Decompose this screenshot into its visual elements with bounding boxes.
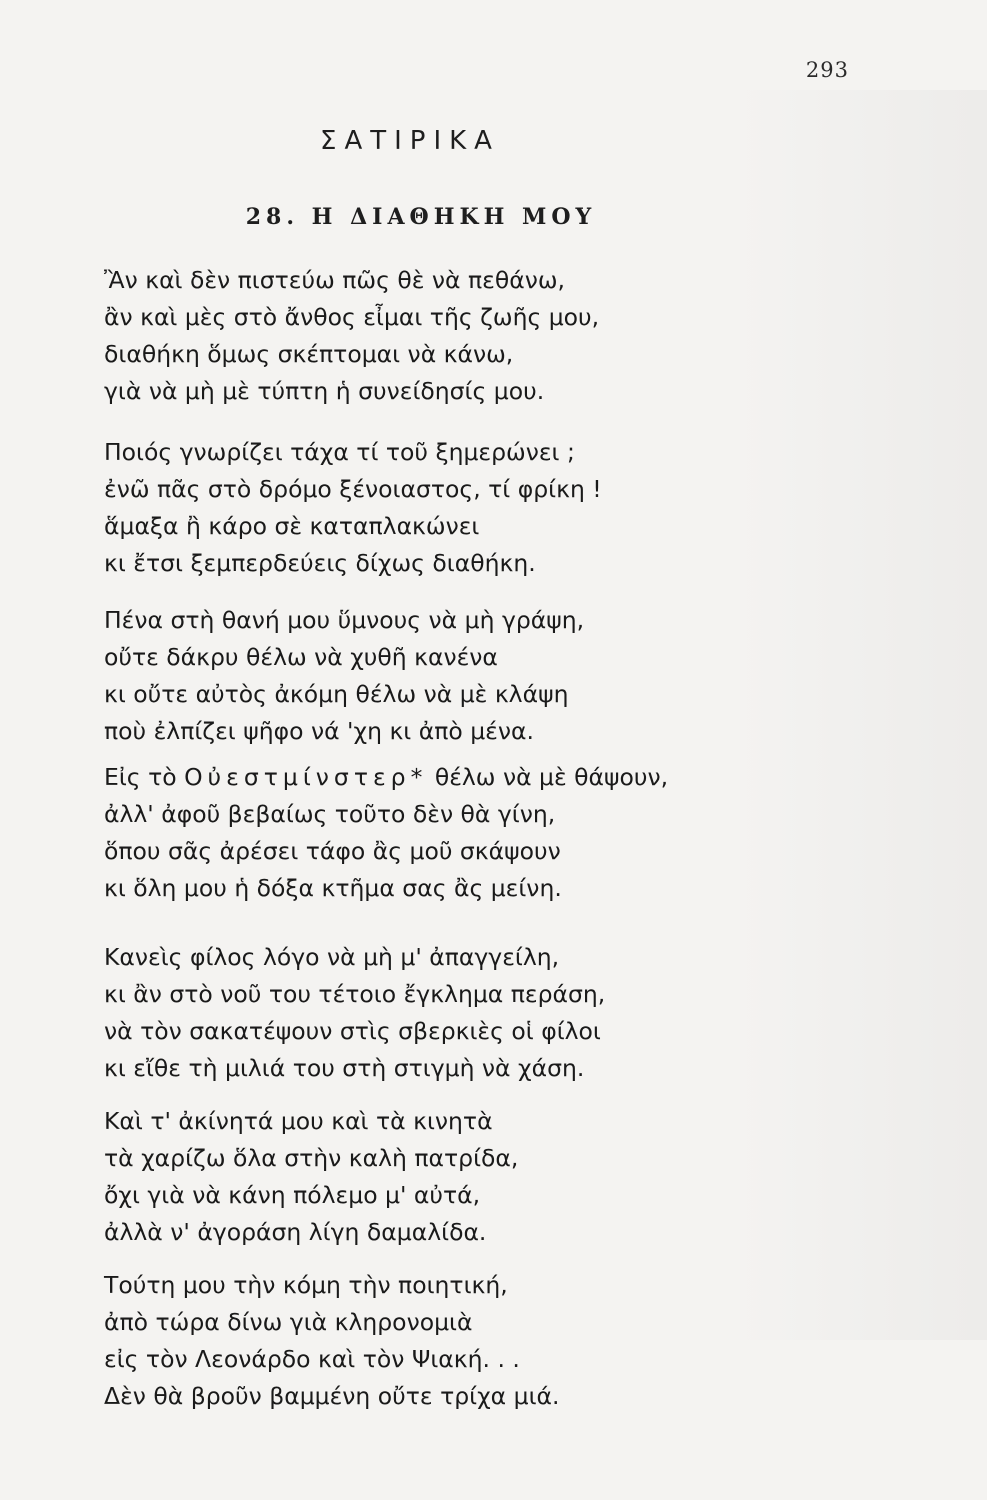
poem-line: Κανεὶς φίλος λόγο νὰ μὴ μ' ἀπαγγείλη, [104,943,560,971]
section-title: ΣΑΤΙΡΙΚΑ [320,126,500,156]
poem-line: οὔτε δάκρυ θέλω νὰ χυθῆ κανένα [104,643,498,671]
stanza-6 [104,1103,864,1267]
poem-line: ὅπου σᾶς ἀρέσει τάφο ἂς μοῦ σκάψουν [104,837,561,865]
stanza-5 [104,939,864,1103]
westminster-spaced: Οὐεστμίνστερ* [184,763,428,791]
poem-line: ποὺ ἐλπίζει ψῆφο νά 'χη κι ἀπὸ μένα. [104,717,534,745]
poem-line: ὄχι γιὰ νὰ κάνη πόλεμο μ' αὐτά, [104,1181,481,1209]
stanza-7 [104,1267,864,1443]
poem-line: γιὰ νὰ μὴ μὲ τύπτη ἡ συνείδησίς μου. [104,377,545,405]
poem-line: κι ἔτσι ξεμπερδεύεις δίχως διαθήκη. [104,549,536,577]
stanza-3 [104,602,864,759]
poem-line: Τούτη μου τὴν κόμη τὴν ποιητική, [104,1271,508,1299]
poem-title: 28. Η ΔΙΑΘΗΚΗ ΜΟΥ [245,204,597,230]
poem-line [104,759,864,796]
poem-line: ἀλλ' ἀφοῦ βεβαίως τοῦτο δὲν θὰ γίνη, [104,800,556,828]
poem-line: διαθήκη ὅμως σκέπτομαι νὰ κάνω, [104,340,514,368]
page-number: 293 [805,58,849,82]
stanza-4 [104,759,864,939]
poem-line: νὰ τὸν σακατέψουν στὶς σβερκιὲς οἱ φίλοι [104,1017,601,1045]
stanza-1 [104,262,864,434]
poem-line: τὰ χαρίζω ὅλα στὴν καλὴ πατρίδα, [104,1144,519,1172]
poem-line: εἰς τὸν Λεονάρδο καὶ τὸν Ψιακή. . . [104,1345,520,1373]
poem-line: ἐνῶ πᾶς στὸ δρόμο ξένοιαστος, τί φρίκη ! [104,475,602,503]
poem-body [104,262,864,1443]
poem-line: κι ὅλη μου ἡ δόξα κτῆμα σας ἂς μείνη. [104,874,562,902]
poem-line-start: Εἰς τὸ [104,763,185,791]
poem-line: Ἂν καὶ δὲν πιστεύω πῶς θὲ νὰ πεθάνω, [104,266,565,294]
poem-line-end: θέλω νὰ μὲ θάψουν, [427,763,669,791]
poem-line: κι ἂν στὸ νοῦ του τέτοιο ἔγκλημα περάση, [104,980,606,1008]
poem-line: κι εἴθε τὴ μιλιά του στὴ στιγμὴ νὰ χάση. [104,1054,585,1082]
poem-line: ἂν καὶ μὲς στὸ ἄνθος εἶμαι τῆς ζωῆς μου, [104,303,600,331]
poem-line: ἅμαξα ἢ κάρο σὲ καταπλακώνει [104,512,480,540]
poem-line: Ποιός γνωρίζει τάχα τί τοῦ ξημερώνει ; [104,438,575,466]
stanza-2 [104,434,864,602]
poem-line: ἀλλὰ ν' ἀγοράση λίγη δαμαλίδα. [104,1218,487,1246]
poem-line: Καὶ τ' ἀκίνητά μου καὶ τὰ κινητὰ [104,1107,493,1135]
poem-line: ἀπὸ τώρα δίνω γιὰ κληρονομιὰ [104,1308,473,1336]
poem-line: Πένα στὴ θανή μου ὕμνους νὰ μὴ γράψη, [104,606,585,634]
poem-line: κι οὔτε αὐτὸς ἀκόμη θέλω νὰ μὲ κλάψη [104,680,569,708]
poem-line: Δὲν θὰ βροῦν βαμμένη οὔτε τρίχα μιά. [104,1382,560,1410]
